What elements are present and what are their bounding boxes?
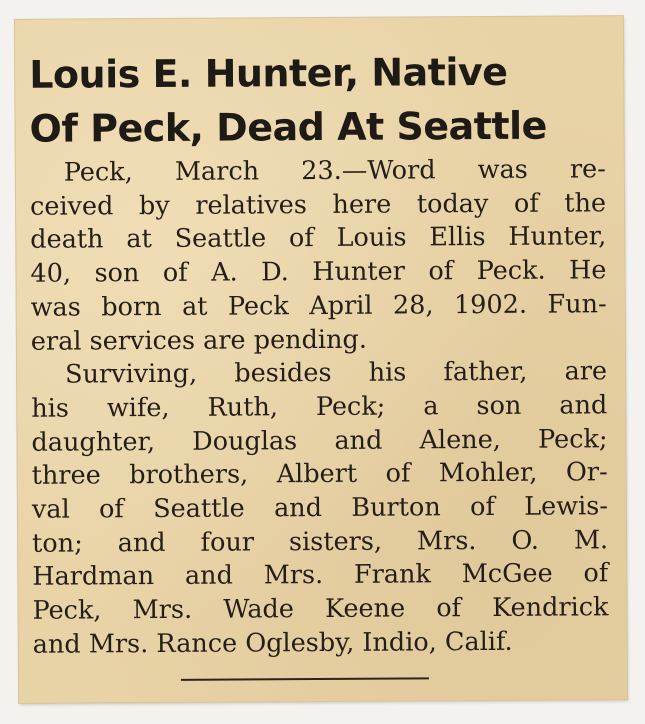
article-line: ton; and four sisters, Mrs. O. M.	[32, 524, 609, 559]
article-line: val of Seattle and Burton of Lewis-	[31, 491, 608, 525]
article-line: was born at Peck April 28, 1902. Fun-	[30, 289, 607, 323]
article-body	[30, 153, 609, 662]
article-line: death at Seattle of Louis Ellis Hunter,	[30, 221, 607, 256]
paragraph-survivors	[31, 355, 609, 662]
article-line: ceived by relatives here today of the	[29, 187, 607, 222]
article-line: Peck, March 23.—Word was re-	[63, 154, 606, 188]
article-line: 40, son of A. D. Hunter of Peck. He	[30, 255, 607, 289]
end-rule	[181, 677, 429, 681]
headline-line-1: Louis E. Hunter, Native	[29, 49, 508, 97]
article-line: and Mrs. Rance Oglesby, Indio, Calif.	[32, 626, 513, 660]
paragraph-death-notice	[30, 153, 607, 359]
headline-line-2: Of Peck, Dead At Seattle	[29, 103, 547, 151]
article-line: Surviving, besides his father, are	[64, 356, 608, 390]
article-line: Peck, Mrs. Wade Keene of Kendrick	[32, 592, 609, 626]
headline	[29, 44, 610, 156]
article-line: daughter, Douglas and Alene, Peck;	[31, 423, 608, 458]
article-line: Hardman and Mrs. Frank McGee of	[32, 558, 609, 593]
article-line: three brothers, Albert of Mohler, Or-	[31, 457, 608, 492]
newspaper-clipping	[15, 16, 627, 703]
article-line: eral services are pending.	[30, 324, 367, 357]
article-line: his wife, Ruth, Peck; a son and	[31, 390, 608, 424]
